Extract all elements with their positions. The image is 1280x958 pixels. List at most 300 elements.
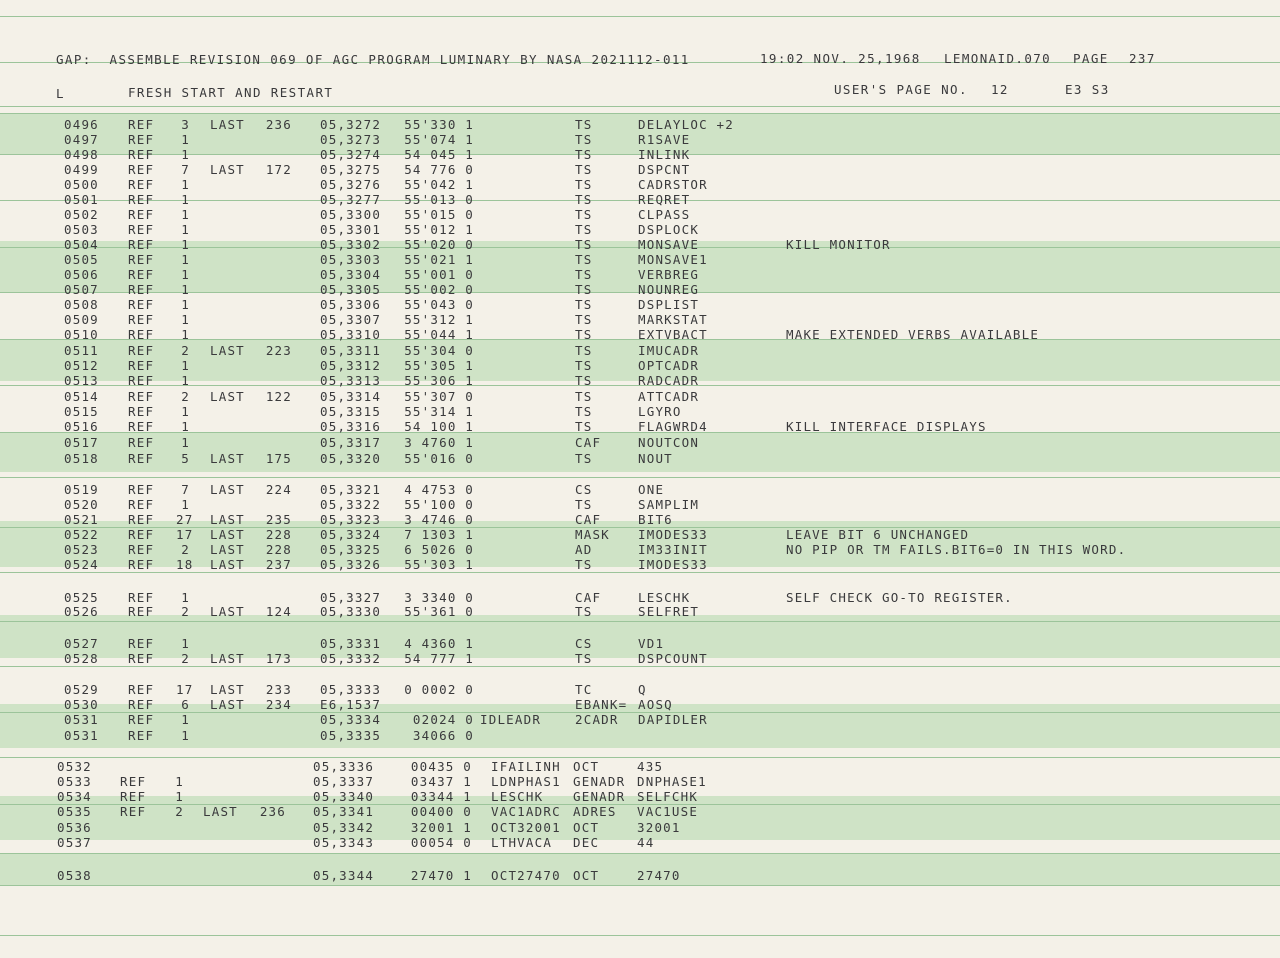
row-operand: R1SAVE	[638, 132, 691, 147]
row-ref: REF	[128, 147, 155, 162]
row-ref: REF	[128, 419, 155, 434]
row-addr: 05,3337	[313, 774, 375, 789]
row-op: CS	[575, 482, 593, 497]
row-word: 55'305 1	[404, 358, 474, 373]
row-cnt: 1	[181, 207, 190, 222]
row-operand: DNPHASE1	[637, 774, 707, 789]
row-word: 55'013 0	[404, 192, 474, 207]
row-op: TS	[575, 343, 593, 358]
row-addr: 05,3342	[313, 820, 375, 835]
row-lpg: 228	[265, 527, 292, 542]
row-ref: REF	[128, 527, 155, 542]
row-comment: LEAVE BIT 6 UNCHANGED	[786, 527, 970, 542]
row-op: GENADR	[573, 789, 626, 804]
row-cnt: 2	[181, 343, 190, 358]
row-operand: DELAYLOC +2	[638, 117, 734, 132]
row-word: 03344 1	[410, 789, 472, 804]
row-op: TS	[575, 358, 593, 373]
row-cnt: 1	[181, 728, 190, 743]
row-op: CAF	[575, 435, 602, 450]
row-ref: REF	[128, 542, 155, 557]
row-ref: REF	[128, 404, 155, 419]
row-operand: IM33INIT	[638, 542, 708, 557]
row-op: TS	[575, 389, 593, 404]
row-cnt: 7	[181, 482, 190, 497]
row-word: 55'021 1	[404, 252, 474, 267]
row-op: TS	[575, 162, 593, 177]
row-last: LAST	[210, 512, 245, 527]
row-op: TS	[575, 267, 593, 282]
row-ref: REF	[128, 177, 155, 192]
row-addr: 05,3340	[313, 789, 375, 804]
row-word: 00054 0	[410, 835, 472, 850]
row-ref: REF	[128, 162, 155, 177]
row-cnt: 18	[176, 557, 194, 572]
row-cnt: 2	[175, 804, 184, 819]
row-word: 3 4760 1	[404, 435, 474, 450]
row-operand: SELFRET	[638, 604, 700, 619]
row-word: 55'100 0	[404, 497, 474, 512]
row-word: 55'304 0	[404, 343, 474, 358]
row-addr: 05,3302	[320, 237, 382, 252]
row-seq: 0531	[64, 728, 99, 743]
row-word: 0 0002 0	[404, 682, 474, 697]
row-cnt: 1	[181, 237, 190, 252]
row-op: 2CADR	[575, 712, 619, 727]
row-operand: CLPASS	[638, 207, 691, 222]
row-ref: REF	[128, 207, 155, 222]
row-last: LAST	[210, 604, 245, 619]
row-op: TS	[575, 282, 593, 297]
row-ref: REF	[128, 117, 155, 132]
row-label: OCT27470	[491, 868, 561, 883]
row-addr: 05,3332	[320, 651, 382, 666]
row-word: 4 4360 1	[404, 636, 474, 651]
row-addr: 05,3320	[320, 451, 382, 466]
row-seq: 0530	[64, 697, 99, 712]
row-operand: BIT6	[638, 512, 673, 527]
row-last: LAST	[210, 343, 245, 358]
row-operand: NOUNREG	[638, 282, 700, 297]
row-word: 32001 1	[410, 820, 472, 835]
row-lpg: 124	[265, 604, 292, 619]
row-ref: REF	[128, 497, 155, 512]
row-ref: REF	[128, 512, 155, 527]
row-seq: 0525	[64, 590, 99, 605]
row-comment: MAKE EXTENDED VERBS AVAILABLE	[786, 327, 1040, 342]
row-ref: REF	[128, 282, 155, 297]
row-op: TS	[575, 497, 593, 512]
row-cnt: 1	[175, 789, 184, 804]
row-operand: LESCHK	[638, 590, 691, 605]
greenbar-rule	[0, 757, 1280, 758]
row-addr: 05,3313	[320, 373, 382, 388]
row-addr: 05,3277	[320, 192, 382, 207]
row-word: 55'001 0	[404, 267, 474, 282]
row-cnt: 2	[181, 604, 190, 619]
row-addr: 05,3301	[320, 222, 382, 237]
row-op: GENADR	[573, 774, 626, 789]
row-operand: DAPIDLER	[638, 712, 708, 727]
row-addr: 05,3333	[320, 682, 382, 697]
row-lpg: 235	[265, 512, 292, 527]
row-lpg: 228	[265, 542, 292, 557]
row-word: 3 4746 0	[404, 512, 474, 527]
row-lpg: 172	[265, 162, 292, 177]
row-cnt: 1	[181, 192, 190, 207]
row-word: 55'307 0	[404, 389, 474, 404]
row-op: OCT	[573, 820, 600, 835]
row-operand: IMODES33	[638, 527, 708, 542]
row-cnt: 17	[176, 682, 194, 697]
row-ref: REF	[128, 389, 155, 404]
row-operand: REQRET	[638, 192, 691, 207]
row-word: 6 5026 0	[404, 542, 474, 557]
row-lpg: 234	[265, 697, 292, 712]
row-last: LAST	[210, 389, 245, 404]
row-addr: 05,3275	[320, 162, 382, 177]
row-seq: 0526	[64, 604, 99, 619]
greenbar-rule	[0, 113, 1280, 114]
row-word: 55'330 1	[404, 117, 474, 132]
row-ref: REF	[128, 222, 155, 237]
row-last: LAST	[210, 527, 245, 542]
row-cnt: 1	[181, 297, 190, 312]
row-addr: 05,3314	[320, 389, 382, 404]
row-seq: 0511	[64, 343, 99, 358]
row-addr: 05,3316	[320, 419, 382, 434]
row-seq: 0508	[64, 297, 99, 312]
greenbar-rule	[0, 477, 1280, 478]
row-operand: LGYRO	[638, 404, 682, 419]
row-word: 03437 1	[410, 774, 472, 789]
row-lpg: 236	[265, 117, 292, 132]
row-word: 54 045 1	[404, 147, 474, 162]
row-ref: REF	[128, 697, 155, 712]
row-addr: 05,3276	[320, 177, 382, 192]
row-comment: SELF CHECK GO-TO REGISTER.	[786, 590, 1013, 605]
row-cnt: 1	[181, 327, 190, 342]
row-op: TS	[575, 132, 593, 147]
greenbar-rule	[0, 621, 1280, 622]
row-operand: IMUCADR	[638, 343, 700, 358]
row-seq: 0519	[64, 482, 99, 497]
row-addr: 05,3305	[320, 282, 382, 297]
row-op: CAF	[575, 590, 602, 605]
row-cnt: 7	[181, 162, 190, 177]
row-lpg: 122	[265, 389, 292, 404]
row-cnt: 5	[181, 451, 190, 466]
row-ref: REF	[128, 237, 155, 252]
row-op: TS	[575, 312, 593, 327]
row-seq: 0529	[64, 682, 99, 697]
row-operand: DSPCOUNT	[638, 651, 708, 666]
row-seq: 0538	[57, 868, 92, 883]
row-seq: 0537	[57, 835, 92, 850]
row-op: TS	[575, 147, 593, 162]
row-op: TS	[575, 451, 593, 466]
header-page-number: 237	[1129, 51, 1156, 66]
row-ref: REF	[128, 712, 155, 727]
greenbar-rule	[0, 666, 1280, 667]
row-addr: 05,3274	[320, 147, 382, 162]
row-addr: 05,3324	[320, 527, 382, 542]
row-addr: 05,3273	[320, 132, 382, 147]
row-operand: SAMPLIM	[638, 497, 700, 512]
row-ref: REF	[128, 312, 155, 327]
row-op: OCT	[573, 759, 600, 774]
row-lpg: 233	[265, 682, 292, 697]
row-ref: REF	[120, 789, 147, 804]
row-seq: 0521	[64, 512, 99, 527]
row-op: TS	[575, 373, 593, 388]
row-operand: 27470	[637, 868, 681, 883]
row-op: TS	[575, 327, 593, 342]
row-seq: 0516	[64, 419, 99, 434]
row-seq: 0527	[64, 636, 99, 651]
row-lpg: 224	[265, 482, 292, 497]
row-last: LAST	[210, 451, 245, 466]
row-operand: IMODES33	[638, 557, 708, 572]
row-addr: 05,3310	[320, 327, 382, 342]
row-cnt: 1	[175, 774, 184, 789]
row-op: TS	[575, 252, 593, 267]
greenbar-rule	[0, 572, 1280, 573]
row-operand: EXTVBACT	[638, 327, 708, 342]
row-op: AD	[575, 542, 593, 557]
row-last: LAST	[210, 682, 245, 697]
row-ref: REF	[128, 590, 155, 605]
row-addr: 05,3317	[320, 435, 382, 450]
row-seq: 0520	[64, 497, 99, 512]
row-operand: VD1	[638, 636, 665, 651]
row-seq: 0500	[64, 177, 99, 192]
row-ref: REF	[128, 132, 155, 147]
row-word: 27470 1	[410, 868, 472, 883]
row-seq: 0515	[64, 404, 99, 419]
row-op: TS	[575, 117, 593, 132]
row-lpg: 175	[265, 451, 292, 466]
row-cnt: 17	[176, 527, 194, 542]
row-comment: KILL MONITOR	[786, 237, 891, 252]
row-label: LESCHK	[491, 789, 544, 804]
row-ref: REF	[128, 451, 155, 466]
row-seq: 0528	[64, 651, 99, 666]
row-operand: 32001	[637, 820, 681, 835]
row-seq: 0496	[64, 117, 99, 132]
row-op: TS	[575, 419, 593, 434]
row-seq: 0524	[64, 557, 99, 572]
row-cnt: 1	[181, 712, 190, 727]
row-addr: 05,3327	[320, 590, 382, 605]
row-last: LAST	[210, 162, 245, 177]
row-cnt: 1	[181, 419, 190, 434]
row-cnt: 1	[181, 267, 190, 282]
row-last: LAST	[210, 482, 245, 497]
row-cnt: 1	[181, 590, 190, 605]
row-word: 55'306 1	[404, 373, 474, 388]
row-operand: NOUTCON	[638, 435, 700, 450]
row-ref: REF	[128, 327, 155, 342]
row-seq: 0514	[64, 389, 99, 404]
row-label: LDNPHAS1	[491, 774, 561, 789]
row-operand: DSPCNT	[638, 162, 691, 177]
row-ref: REF	[128, 604, 155, 619]
row-ref: REF	[120, 804, 147, 819]
row-operand: MONSAVE1	[638, 252, 708, 267]
row-ref: REF	[128, 435, 155, 450]
row-lpg: 173	[265, 651, 292, 666]
row-seq: 0510	[64, 327, 99, 342]
row-word: 54 100 1	[404, 419, 474, 434]
row-ref: REF	[120, 774, 147, 789]
row-word: 02024 0	[412, 712, 474, 727]
row-operand: CADRSTOR	[638, 177, 708, 192]
greenbar-rule	[0, 935, 1280, 936]
row-addr: 05,3326	[320, 557, 382, 572]
row-operand: ATTCADR	[638, 389, 700, 404]
row-word: 55'012 1	[404, 222, 474, 237]
row-addr: 05,3312	[320, 358, 382, 373]
row-seq: 0517	[64, 435, 99, 450]
row-operand: Q	[638, 682, 647, 697]
row-op: TS	[575, 237, 593, 252]
row-word: 55'361 0	[404, 604, 474, 619]
row-label: LTHVACA	[491, 835, 553, 850]
row-op: CAF	[575, 512, 602, 527]
row-addr: 05,3336	[313, 759, 375, 774]
row-seq: 0499	[64, 162, 99, 177]
header-assembly-line: GAP: ASSEMBLE REVISION 069 OF AGC PROGRAM LUMINARY BY NASA 2021112-011	[56, 52, 690, 67]
row-seq: 0532	[57, 759, 92, 774]
row-cnt: 1	[181, 404, 190, 419]
row-operand: NOUT	[638, 451, 673, 466]
row-op: TS	[575, 177, 593, 192]
row-operand: RADCADR	[638, 373, 700, 388]
row-op: TS	[575, 297, 593, 312]
row-comment: KILL INTERFACE DISPLAYS	[786, 419, 987, 434]
row-addr: 05,3303	[320, 252, 382, 267]
row-seq: 0509	[64, 312, 99, 327]
row-lpg: 237	[265, 557, 292, 572]
row-ref: REF	[128, 636, 155, 651]
row-op: TS	[575, 557, 593, 572]
row-word: 7 1303 1	[404, 527, 474, 542]
row-cnt: 2	[181, 651, 190, 666]
row-op: TS	[575, 604, 593, 619]
row-seq: 0523	[64, 542, 99, 557]
row-op: DEC	[573, 835, 600, 850]
row-cnt: 1	[181, 177, 190, 192]
row-label: VAC1ADRC	[491, 804, 561, 819]
row-op: CS	[575, 636, 593, 651]
row-seq: 0503	[64, 222, 99, 237]
row-seq: 0497	[64, 132, 99, 147]
row-seq: 0506	[64, 267, 99, 282]
row-addr: 05,3315	[320, 404, 382, 419]
row-ref: REF	[128, 267, 155, 282]
row-label: IFAILINH	[491, 759, 561, 774]
row-operand: SELFCHK	[637, 789, 699, 804]
header-tape: LEMONAID.070	[944, 51, 1052, 66]
row-op: MASK	[575, 527, 610, 542]
row-cnt: 2	[181, 542, 190, 557]
row-operand: INLINK	[638, 147, 691, 162]
row-seq: 0505	[64, 252, 99, 267]
row-ref: REF	[128, 373, 155, 388]
row-addr: 05,3323	[320, 512, 382, 527]
row-word: 55'074 1	[404, 132, 474, 147]
row-seq: 0522	[64, 527, 99, 542]
row-seq: 0535	[57, 804, 92, 819]
header-timestamp: 19:02 NOV. 25,1968	[760, 51, 921, 66]
row-ref: REF	[128, 651, 155, 666]
row-cnt: 2	[181, 389, 190, 404]
greenbar-rule	[0, 16, 1280, 17]
row-op: OCT	[573, 868, 600, 883]
row-word: 55'314 1	[404, 404, 474, 419]
row-lpg: 223	[265, 343, 292, 358]
row-last: LAST	[210, 697, 245, 712]
row-word: 55'042 1	[404, 177, 474, 192]
row-label: IDLEADR	[480, 712, 542, 727]
header-user-page-label: USER'S PAGE NO.	[834, 82, 968, 97]
row-last: LAST	[210, 651, 245, 666]
row-cnt: 1	[181, 222, 190, 237]
row-ref: REF	[128, 252, 155, 267]
row-addr: 05,3341	[313, 804, 375, 819]
row-word: 55'020 0	[404, 237, 474, 252]
row-op: TS	[575, 192, 593, 207]
row-op: EBANK=	[575, 697, 628, 712]
row-seq: 0512	[64, 358, 99, 373]
row-addr: 05,3335	[320, 728, 382, 743]
row-ref: REF	[128, 557, 155, 572]
row-lpg: 236	[259, 804, 286, 819]
header-codes: E3 S3	[1065, 82, 1110, 97]
header-user-page-number: 12	[991, 82, 1009, 97]
row-addr: 05,3304	[320, 267, 382, 282]
row-addr: 05,3334	[320, 712, 382, 727]
row-addr: 05,3321	[320, 482, 382, 497]
row-cnt: 6	[181, 697, 190, 712]
row-seq: 0533	[57, 774, 92, 789]
row-word: 55'043 0	[404, 297, 474, 312]
row-last: LAST	[210, 117, 245, 132]
greenbar-rule	[0, 106, 1280, 107]
row-op: TS	[575, 651, 593, 666]
row-operand: 435	[637, 759, 664, 774]
row-seq: 0534	[57, 789, 92, 804]
row-ref: REF	[128, 682, 155, 697]
row-cnt: 1	[181, 497, 190, 512]
row-addr: 05,3344	[313, 868, 375, 883]
row-addr: 05,3325	[320, 542, 382, 557]
row-word: 00400 0	[410, 804, 472, 819]
row-cnt: 1	[181, 373, 190, 388]
row-seq: 0507	[64, 282, 99, 297]
row-operand: AOSQ	[638, 697, 673, 712]
row-seq: 0502	[64, 207, 99, 222]
row-cnt: 1	[181, 147, 190, 162]
row-word: 55'002 0	[404, 282, 474, 297]
row-addr: 05,3330	[320, 604, 382, 619]
row-label: OCT32001	[491, 820, 561, 835]
row-seq: 0531	[64, 712, 99, 727]
row-word: 55'312 1	[404, 312, 474, 327]
row-addr: 05,3307	[320, 312, 382, 327]
row-operand: OPTCADR	[638, 358, 700, 373]
